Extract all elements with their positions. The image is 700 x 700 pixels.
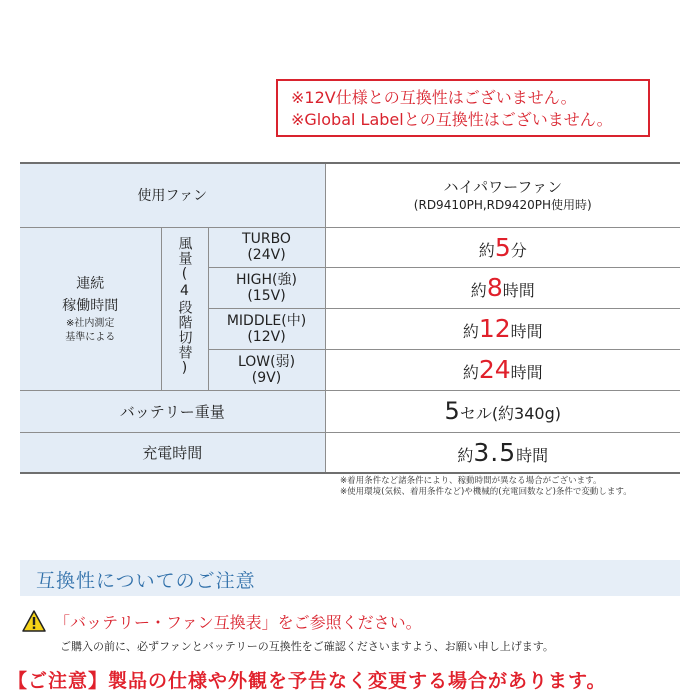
continuous-note-2: 基準による <box>65 331 116 343</box>
notice-line-global-label: ※Global Labelとの互換性はございません。 <box>291 110 613 129</box>
fan-row <box>20 163 680 227</box>
mode-name: MIDDLE(中) <box>226 312 307 329</box>
mode-voltage: (12V) <box>247 328 286 345</box>
battery-weight-row <box>20 390 680 432</box>
runtime-value: 約12時間 <box>462 314 543 343</box>
mode-name: HIGH(強) <box>236 271 297 288</box>
continuous-time-header <box>20 227 161 390</box>
charge-time-cell <box>325 432 680 473</box>
compat-subtext: ご購入の前に、必ずファンとバッテリーの互換性をご確認くださいますよう、お願い申し上げます。 <box>60 640 554 653</box>
mode-name: LOW(弱) <box>237 353 296 370</box>
runtime-number: 5 <box>494 232 511 262</box>
compatibility-notice-box <box>276 79 650 137</box>
notice-line-12v: ※12V仕様との互換性はございません。 <box>291 88 577 107</box>
charge-time-row <box>20 432 680 473</box>
wind-volume-header <box>161 227 208 390</box>
runtime-value: 約24時間 <box>462 355 543 384</box>
fan-header: 使用ファン <box>20 163 325 227</box>
warning-icon <box>22 610 46 632</box>
runtime-cell <box>325 349 680 390</box>
battery-weight-value: 5セル(約340g) <box>444 397 561 425</box>
spec-change-notice: 【ご注意】製品の仕様や外観を予告なく変更する場合があります。 <box>8 670 607 692</box>
runtime-value: 約8時間 <box>470 273 535 302</box>
wind-volume-label: 風量(4段階切替) <box>176 236 193 377</box>
charge-time-value: 約3.5時間 <box>457 437 549 467</box>
mode-row-turbo <box>20 227 680 267</box>
fan-name: ハイパワーファン <box>443 178 563 197</box>
battery-weight-header: バッテリー重量 <box>20 390 325 432</box>
continuous-note-1: ※社内測定 <box>66 317 115 329</box>
compat-section-header <box>20 560 680 596</box>
footnotes <box>340 476 632 498</box>
runtime-number: 8 <box>486 273 503 302</box>
mode-name: TURBO <box>242 231 291 247</box>
runtime-cell <box>325 308 680 349</box>
spec-table <box>20 162 680 474</box>
continuous-label: 連続 <box>76 275 105 292</box>
compat-warning: 「バッテリー・ファン互換表」をご参照ください。 <box>54 613 422 632</box>
runtime-number: 24 <box>478 355 511 384</box>
fan-cell <box>325 163 680 227</box>
runtime-cell <box>325 267 680 308</box>
compat-title: 互換性についてのご注意 <box>36 570 256 592</box>
mode-cell <box>208 349 325 390</box>
runtime-number: 12 <box>478 314 511 343</box>
footnote-2: ※使用環境(気候、着用条件など)や機械的(充電回数など)条件で変動します。 <box>340 487 632 497</box>
mode-voltage: (9V) <box>251 369 282 386</box>
battery-weight-cell <box>325 390 680 432</box>
mode-voltage: (15V) <box>247 287 286 304</box>
mode-cell <box>208 267 325 308</box>
runtime-cell <box>325 227 680 267</box>
footnote-1: ※着用条件など諸条件により、稼動時間が異なる場合がございます。 <box>340 476 602 486</box>
mode-cell <box>208 308 325 349</box>
charge-time-header: 充電時間 <box>20 432 325 473</box>
mode-cell <box>208 227 325 267</box>
runtime-value: 約5分 <box>478 232 527 262</box>
mode-voltage: (24V) <box>247 247 286 263</box>
fan-model: (RD9410PH,RD9420PH使用時) <box>413 198 592 213</box>
continuous-label-2: 稼働時間 <box>62 297 119 314</box>
